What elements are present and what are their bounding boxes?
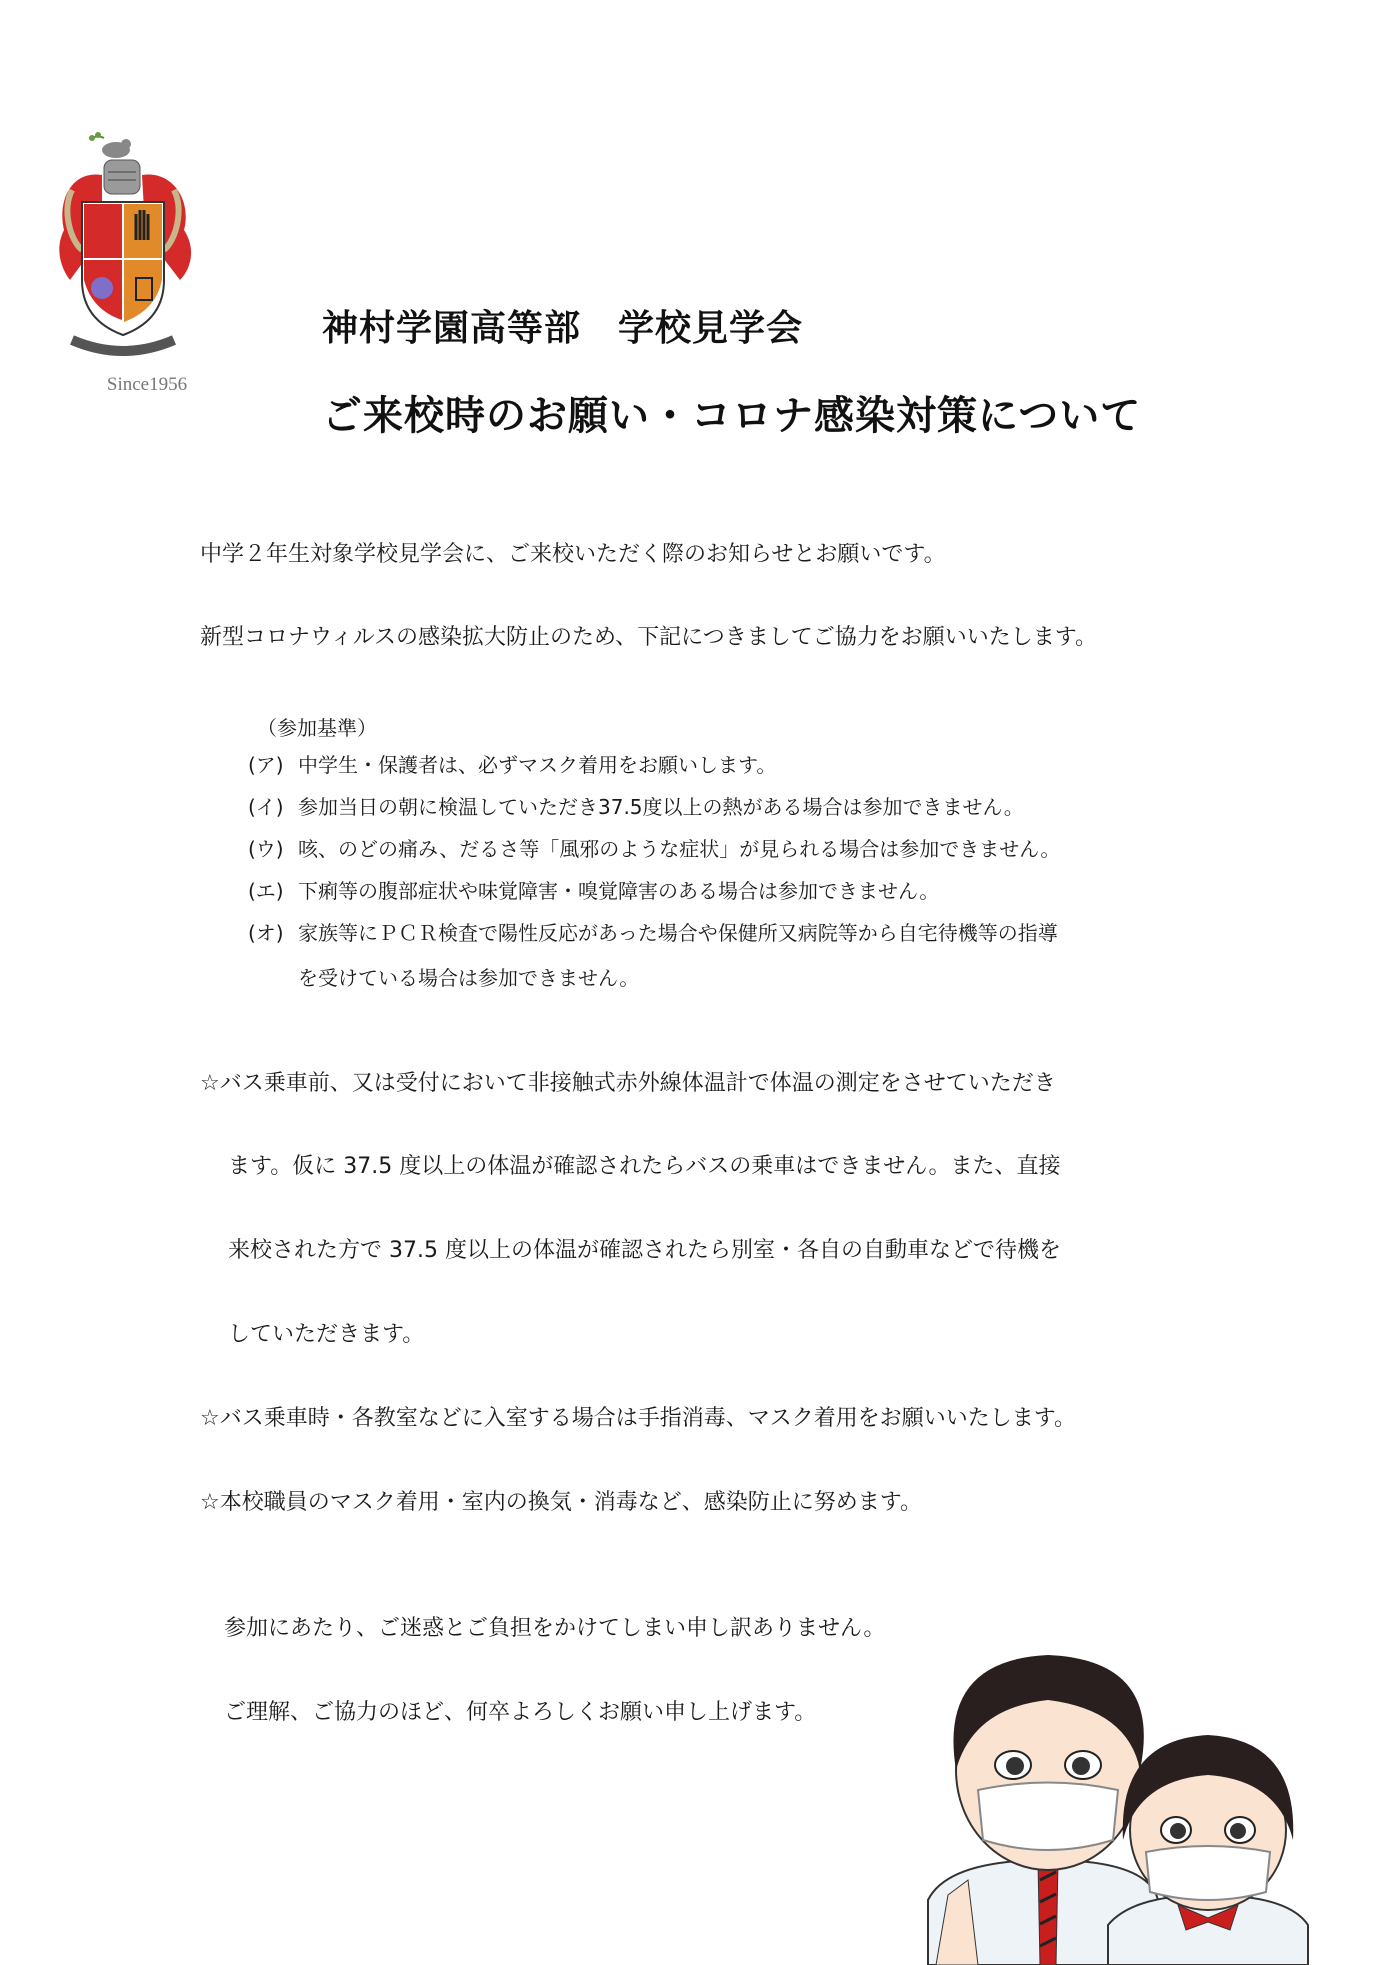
criteria-heading: （参加基準） xyxy=(257,716,377,740)
note-bus-temperature: ☆バス乗車前、又は受付において非接触式赤外線体温計で体温の測定をさせていただき xyxy=(200,1071,1056,1096)
page-subtitle: ご来校時のお願い・コロナ感染対策について xyxy=(322,393,1142,439)
criteria-item: (ア) 中学生・保護者は、必ずマスク着用をお願いします。 xyxy=(248,753,777,777)
note-staff-measures: ☆本校職員のマスク着用・室内の換気・消毒など、感染防止に努めます。 xyxy=(200,1490,922,1515)
criteria-item-continuation: を受けている場合は参加できません。 xyxy=(298,966,640,990)
note-bus-temperature-cont: 来校された方で 37.5 度以上の体温が確認されたら別室・各自の自動車などで待機を xyxy=(228,1238,1061,1263)
closing-line-1: 参加にあたり、ご迷惑とご負担をかけてしまい申し訳ありません。 xyxy=(224,1616,886,1641)
girl-character xyxy=(1108,1735,1308,1965)
closing-line-2: ご理解、ご協力のほど、何卒よろしくお願い申し上げます。 xyxy=(224,1700,817,1725)
since-label: Since1956 xyxy=(106,374,188,395)
page-title: 神村学園高等部 学校見学会 xyxy=(322,308,804,349)
note-bus-temperature-cont: ます。仮に 37.5 度以上の体温が確認されたらバスの乗車はできません。また、直接 xyxy=(228,1154,1061,1179)
criteria-item: (ウ) 咳、のどの痛み、だるさ等「風邪のような症状」が見られる場合は参加できません。 xyxy=(248,837,1061,861)
intro-line-1: 中学２年生対象学校見学会に、ご来校いただく際のお知らせとお願いです。 xyxy=(200,542,946,567)
school-crest-logo xyxy=(52,130,224,370)
intro-line-2: 新型コロナウィルスの感染拡大防止のため、下記につきましてご協力をお願いいたします。 xyxy=(200,625,1097,650)
criteria-item: (イ) 参加当日の朝に検温していただき37.5度以上の熱がある場合は参加できません。 xyxy=(248,795,1024,819)
note-bus-temperature-cont: していただきます。 xyxy=(228,1322,425,1347)
criteria-item: (オ) 家族等にＰＣＲ検査で陽性反応があった場合や保健所又病院等から自宅待機等の指導 xyxy=(248,921,1058,945)
note-disinfection: ☆バス乗車時・各教室などに入室する場合は手指消毒、マスク着用をお願いいたします。 xyxy=(200,1406,1076,1431)
students-illustration xyxy=(918,1640,1318,1965)
criteria-item: (エ) 下痢等の腹部症状や味覚障害・嗅覚障害のある場合は参加できません。 xyxy=(248,879,940,903)
